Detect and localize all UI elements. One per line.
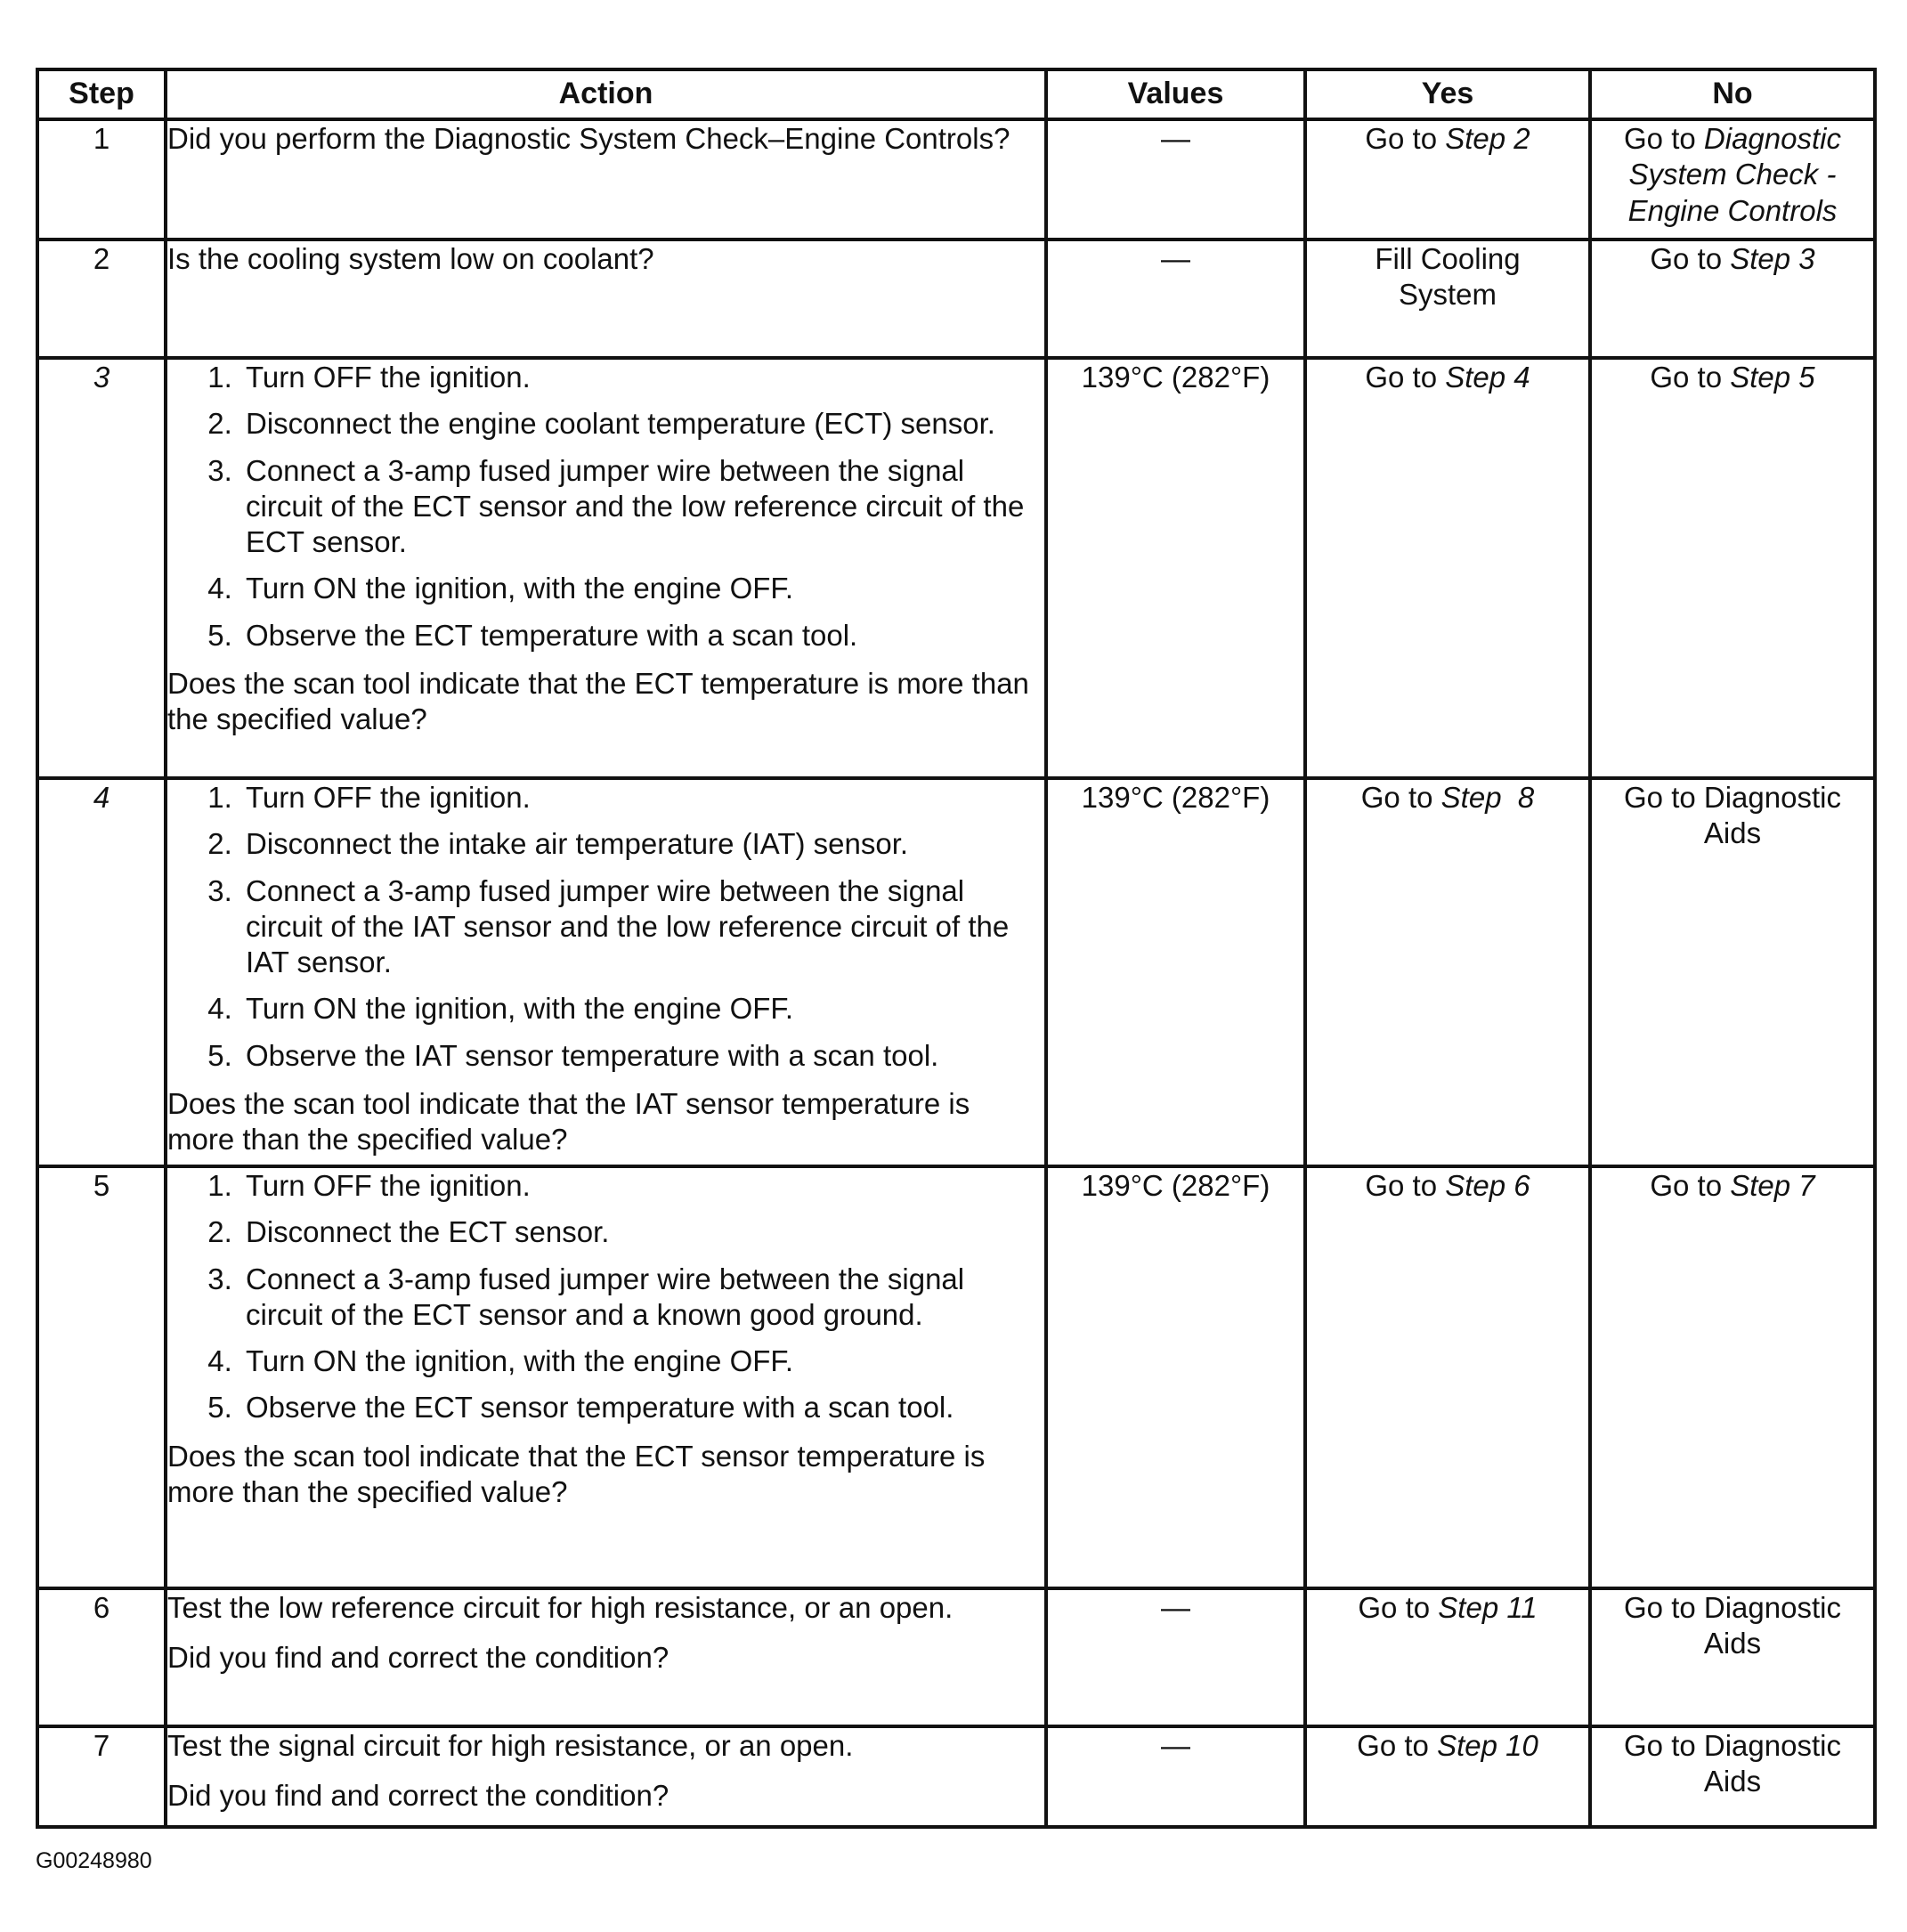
substep: 4. Turn ON the ignition, with the engine OFF.: [240, 1343, 1044, 1379]
header-step: Step: [37, 69, 166, 119]
substep: 5. Observe the ECT sensor temperature with a scan tool.: [240, 1390, 1044, 1425]
instruction-text: Test the signal circuit for high resistance, or an open.: [167, 1729, 854, 1762]
question-text: Does the scan tool indicate that the ECT temperature is more than the specified value?: [167, 666, 1029, 735]
yes-step-ref: Step 6: [1445, 1169, 1530, 1202]
yes-prefix: Go to: [1365, 361, 1446, 394]
question-text: Is the cooling system low on coolant?: [167, 242, 654, 275]
table-row: [37, 778, 1875, 1166]
no-step-ref: Step 5: [1730, 361, 1815, 394]
substep: 1. Turn OFF the ignition.: [240, 780, 1044, 816]
question-text: Did you find and correct the condition?: [167, 1779, 669, 1813]
question-text: Did you perform the Diagnostic System Check–Engine Controls?: [167, 122, 1010, 155]
action-cell: [166, 119, 1046, 239]
step-number: 1: [37, 119, 166, 239]
no-text: Go to Diagnostic Aids: [1624, 1729, 1841, 1798]
substep: 4. Turn ON the ignition, with the engine OFF.: [240, 991, 1044, 1027]
header-yes: Yes: [1305, 69, 1590, 119]
question-text: Does the scan tool indicate that the IAT sensor temperature is more than the specified value?: [167, 1086, 970, 1156]
header-values: Values: [1046, 69, 1305, 119]
no-cell: [1590, 119, 1875, 239]
question-text: Did you find and correct the condition?: [167, 1641, 669, 1675]
yes-prefix: Go to: [1365, 1169, 1446, 1202]
substep-list: [167, 360, 1044, 653]
no-text: Go to Diagnostic Aids: [1624, 1591, 1841, 1660]
no-prefix: Go to: [1624, 122, 1704, 155]
substep: 5. Observe the IAT sensor temperature with a scan tool.: [240, 1038, 1044, 1074]
yes-step-ref: Step 10: [1437, 1729, 1538, 1762]
instruction-text: Test the low reference circuit for high resistance, or an open.: [167, 1591, 953, 1624]
step-number: 7: [37, 1726, 166, 1827]
no-step-ref: Step 7: [1730, 1169, 1815, 1202]
substep: 3. Connect a 3-amp fused jumper wire between the signal circuit of the ECT sensor and the low reference circuit of the ECT sensor.: [240, 453, 1044, 561]
value-cell: 139°C (282°F): [1046, 778, 1305, 1166]
yes-cell: [1305, 239, 1590, 358]
question-text: Does the scan tool indicate that the ECT sensor temperature is more than the specified value?: [167, 1439, 986, 1508]
no-cell: [1590, 1726, 1875, 1827]
table-row: [37, 1166, 1875, 1588]
yes-step-ref: Step 4: [1445, 361, 1530, 394]
action-cell: [166, 1588, 1046, 1726]
substep: 1. Turn OFF the ignition.: [240, 360, 1044, 395]
yes-cell: [1305, 778, 1590, 1166]
yes-text: Fill Cooling System: [1375, 242, 1521, 312]
substep-list: [167, 780, 1044, 1074]
yes-step-ref: Step 2: [1445, 122, 1530, 155]
yes-prefix: Go to: [1365, 122, 1446, 155]
substep: 2. Disconnect the engine coolant temperature (ECT) sensor.: [240, 406, 1044, 442]
value-cell: —: [1046, 119, 1305, 239]
action-cell: [166, 358, 1046, 778]
header-no: No: [1590, 69, 1875, 119]
no-prefix: Go to: [1650, 1169, 1731, 1202]
yes-cell: [1305, 1588, 1590, 1726]
action-cell: [166, 239, 1046, 358]
yes-step-ref: Step 8: [1440, 781, 1535, 814]
no-prefix: Go to: [1650, 242, 1731, 275]
no-step-ref: Diagnostic System Check - Engine Controls: [1627, 122, 1841, 227]
substep: 2. Disconnect the ECT sensor.: [240, 1214, 1044, 1250]
no-cell: [1590, 778, 1875, 1166]
no-cell: [1590, 1588, 1875, 1726]
yes-prefix: Go to: [1357, 1729, 1438, 1762]
yes-prefix: Go to: [1360, 781, 1441, 814]
action-cell: [166, 1166, 1046, 1588]
step-number: 2: [37, 239, 166, 358]
no-text: Go to Diagnostic Aids: [1624, 781, 1841, 850]
step-number: 4: [37, 778, 166, 1166]
step-number: 6: [37, 1588, 166, 1726]
yes-cell: [1305, 1166, 1590, 1588]
yes-cell: [1305, 358, 1590, 778]
table-row: [37, 239, 1875, 358]
substep: 5. Observe the ECT temperature with a scan tool.: [240, 618, 1044, 653]
yes-cell: [1305, 1726, 1590, 1827]
step-number: 3: [37, 358, 166, 778]
action-cell: [166, 778, 1046, 1166]
figure-id-caption: G00248980: [36, 1848, 152, 1873]
table-row: [37, 358, 1875, 778]
yes-step-ref: Step 11: [1438, 1591, 1538, 1624]
yes-cell: [1305, 119, 1590, 239]
substep: 1. Turn OFF the ignition.: [240, 1168, 1044, 1204]
substep: 4. Turn ON the ignition, with the engine OFF.: [240, 571, 1044, 606]
no-cell: [1590, 1166, 1875, 1588]
table-row: [37, 1588, 1875, 1726]
substep: 3. Connect a 3-amp fused jumper wire between the signal circuit of the ECT sensor and a known good ground.: [240, 1262, 1044, 1334]
substep: 2. Disconnect the intake air temperature (IAT) sensor.: [240, 826, 1044, 862]
value-cell: 139°C (282°F): [1046, 1166, 1305, 1588]
table-row: [37, 119, 1875, 239]
diagnostic-table: [36, 68, 1877, 1829]
action-cell: [166, 1726, 1046, 1827]
value-cell: —: [1046, 1588, 1305, 1726]
substep: 3. Connect a 3-amp fused jumper wire between the signal circuit of the IAT sensor and the low reference circuit of the IAT sensor.: [240, 873, 1044, 981]
no-prefix: Go to: [1650, 361, 1731, 394]
yes-prefix: Go to: [1358, 1591, 1439, 1624]
value-cell: —: [1046, 1726, 1305, 1827]
value-cell: 139°C (282°F): [1046, 358, 1305, 778]
table-row: [37, 1726, 1875, 1827]
substep-list: [167, 1168, 1044, 1426]
value-cell: —: [1046, 239, 1305, 358]
no-cell: [1590, 239, 1875, 358]
no-cell: [1590, 358, 1875, 778]
header-action: Action: [166, 69, 1046, 119]
step-number: 5: [37, 1166, 166, 1588]
header-row: [37, 69, 1875, 119]
no-step-ref: Step 3: [1730, 242, 1815, 275]
